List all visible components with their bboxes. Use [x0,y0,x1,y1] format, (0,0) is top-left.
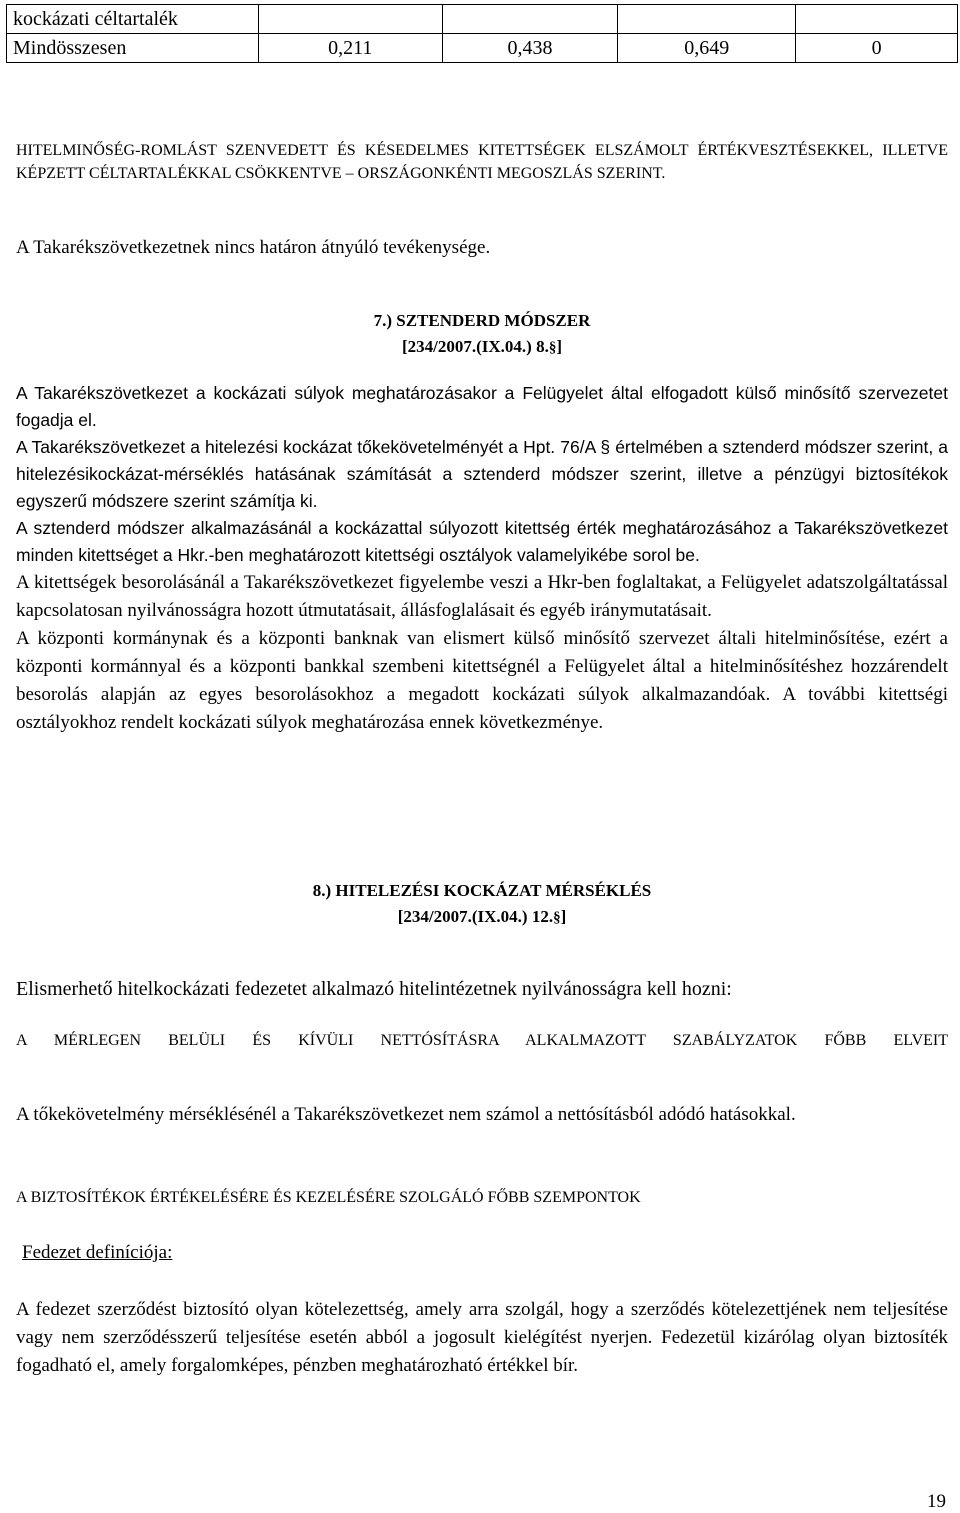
section-8-reference [16,905,948,930]
heading-collateral-valuation: A BIZTOSÍTÉKOK ÉRTÉKELÉSÉRE ÉS KEZELÉSÉRE SZOLGÁLÓ FŐBB SZEMPONTOK [16,1189,641,1206]
table-cell [258,5,442,34]
underlined-label: Fedezet definíciója: [22,1242,173,1263]
paragraph: A sztenderd módszer alkalmazásánál a kockázattal súlyozott kitettség érték meghatározásához a Takarékszövetkezet minden kitettséget a Hkr.-ben meghatározott kitettségi osztályok valamelyikébe sorol be. [16,518,948,565]
paragraph: A Takarékszövetkezet a kockázati súlyok meghatározásakor a Felügyelet által elfogadott külső minősítő szervezetet fogadja el. [16,383,948,430]
page-number: 19 [927,1491,946,1512]
table-cell: 0 [796,34,958,63]
collateral-definition-label [22,1239,954,1267]
table-row [7,34,958,63]
section-7-body [16,380,948,737]
paragraph: A kitettségek besorolásánál a Takarékszövetkezet figyelembe veszi a Hkr-ben foglaltakat, a Felügyelet adatszolgáltatással kapcsolatosan nyilvánosságra hozott útmutatásait, állásfoglalásait és egyéb iránymutatásait. [16,572,948,621]
reference-text: [234/2007.(IX.04.) 8. [401,337,549,356]
section-7-title: 7.) SZTENDERD MÓDSZER [373,311,591,330]
section-sign: § [553,910,561,926]
table-cell [618,5,796,34]
table-cell [442,5,618,34]
section-sign: § [548,340,557,356]
section-7-reference [16,335,948,360]
reference-end: ] [560,907,567,926]
paragraph-netting: A tőkekövetelmény mérséklésénél a Takarékszövetkezet nem számol a nettósításból adódó hatásokkal. [16,1104,796,1125]
table-row [7,5,958,34]
table-cell: Mindösszesen [7,34,259,63]
paragraph-recognized-protection: Elismerhető hitelkockázati fedezetet alkalmazó hitelintézetnek nyilvánosságra kell hozni: [16,978,732,1000]
reference-text: [234/2007.(IX.04.) 12. [397,907,554,926]
table-cell: kockázati céltartalék [7,5,259,34]
paragraph: A központi kormánynak és a központi banknak van elismert külső minősítő szervezet általi hitelminősítése, ezért a központi kormánnyal és a központi bankkal szembeni kitettségnél a Felügyelet által a hitelminősítéshez hozzárendelt besorolás alapján az egyes besorolásokhoz a megadott kockázati súlyok alkalmazandóak. A további kitettségi osztályokhoz rendelt kockázati súlyok meghatározása ennek következménye. [16,628,948,733]
section-8-title: 8.) HITELEZÉSI KOCKÁZAT MÉRSÉKLÉS [312,881,652,900]
paragraph-cross-border: A Takarékszövetkezetnek nincs határon átnyúló tevékenysége. [16,237,491,258]
paragraph-collateral: A fedezet szerződést biztosító olyan kötelezettség, amely arra szolgál, hogy a szerződés kötelezettjének nem teljesítése vagy nem szerződésszerű teljesítése esetén abból a jogosult kielégítést nyerjen. Fedezetül kizárólag olyan biztosíték fogadható el, amely forgalomképes, pénzben meghatározható értékkel bír. [16,1299,948,1376]
table-cell: 0,438 [442,34,618,63]
paragraph: A Takarékszövetkezet a hitelezési kockázat tőkekövetelményét a Hpt. 76/A § értelmében a sztenderd módszer szerint, a hitelezésikockázat-mérséklés hatásának számítását a sztenderd módszer szerint, illetve a pénzügyi biztosítékok egyszerű módszere szerint számítja ki. [16,437,948,511]
table-cell: 0,211 [258,34,442,63]
heading-impaired-exposures: HITELMINŐSÉG-ROMLÁST SZENVEDETT ÉS KÉSEDELMES KITETTSÉGEK ELSZÁMOLT ÉRTÉKVESZTÉSEKKEL, ILLETVE KÉPZETT CÉLTARTALÉKKAL CSÖKKENTVE – ORSZÁGONKÉNTI MEGOSZLÁS SZERINT. [16,142,948,182]
table-cell [796,5,958,34]
risk-table [6,4,958,63]
table-cell: 0,649 [618,34,796,63]
heading-netting-policies: A MÉRLEGEN BELÜLI ÉS KÍVÜLI NETTÓSÍTÁSRA ALKALMAZOTT SZABÁLYZATOK FŐBB ELVEIT [16,1032,948,1049]
reference-end: ] [556,337,563,356]
